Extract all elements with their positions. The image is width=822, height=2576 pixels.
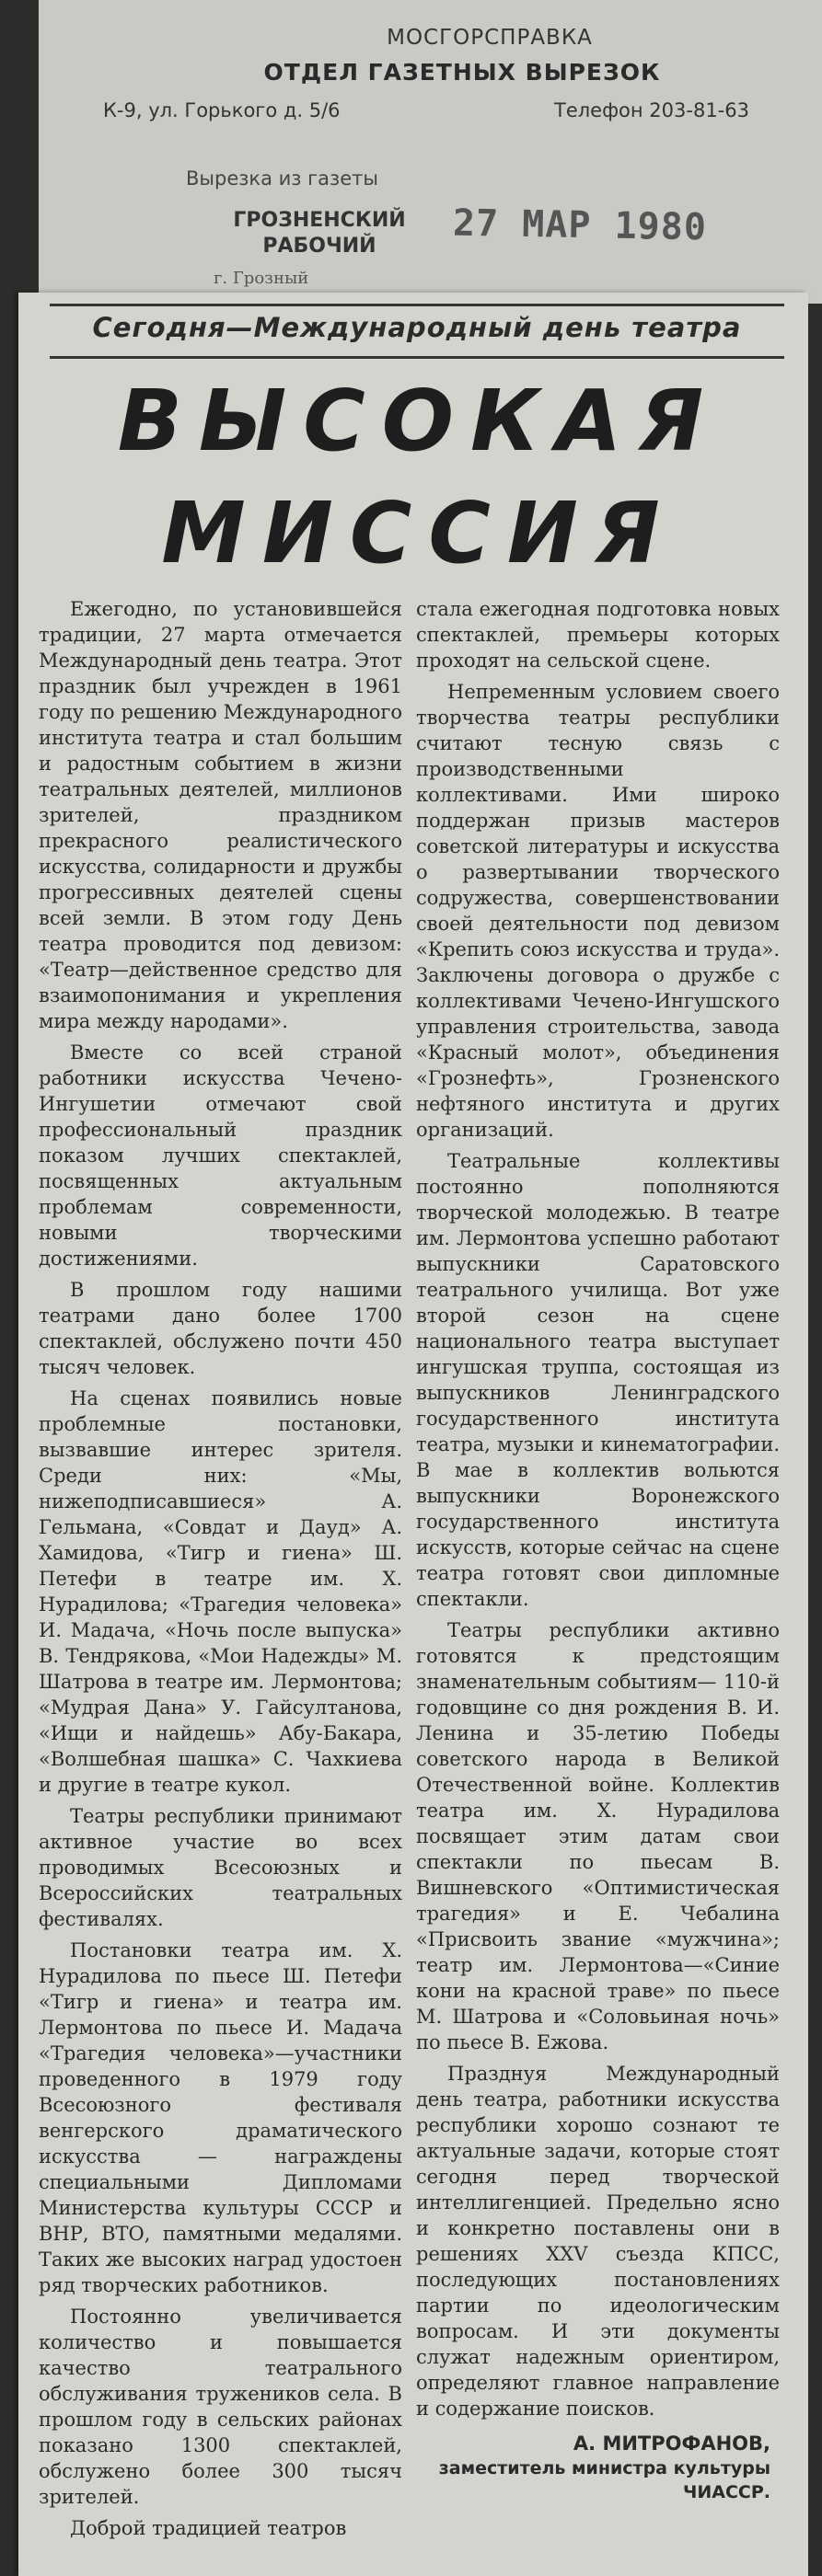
paragraph: Доброй традицией театров [70,2517,347,2539]
paragraph: Постоянно увеличивается количество и повышается качество театрального обслуживания тружеников села. В прошлом году в сельских районах показано 1300 спектаклей, обслужено более 300 тысяч зрителей. [39,2306,402,2508]
newspaper-clipping [18,293,808,2576]
article-column-right [416,596,780,2574]
kicker-text: Сегодня—Международный день театра [92,312,742,343]
service-address: К-9, ул. Горького д. 5/6 [103,99,341,121]
author-name: А. МИТРОФАНОВ, [573,2432,770,2455]
paragraph: стала ежегодная подготовка новых спектаклей, премьеры которых проходят на сельской сцене. [416,598,780,672]
paragraph: Вместе со всей страной работники искусства Чечено-Ингушетии отмечают свой профессиональный праздник показом лучших спектаклей, посвященных актуальным проблемам современности, новыми творческими достижениями. [39,1041,402,1270]
paragraph: В прошлом году нашими театрами дано более 1700 спектаклей, обслужено почти 450 тысяч человек. [39,1279,402,1378]
clipping-service-card [39,0,822,304]
paragraph: Празднуя Международный день театра, работники искусства республики хорошо сознают те актуальные задачи, которые стоят сегодня перед творческой интеллигенцией. Предельно ясно и конкретно поставлены они в решениях XXV съезда КПСС, последующих постановлениях партии по идеологическим вопросам. И эти документы служат надежным ориентиром, определяют главное направление и содержание поисков. [416,2063,780,2420]
paragraph: Ежегодно, по установившейся традиции, 27 марта отмечается Международный день театра. Этот праздник был учрежден в 1961 году по решению Международного института театра и стал большим и радостным событием в жизни театральных деятелей, миллионов зрителей, праздником прекрасного реалистического искусства, солидарности и дружбы прогрессивных деятелей сцены всей земли. В этом году День театра проводится под девизом: «Театр—действенное средство для взаимопонимания и укрепления мира между народами». [39,598,402,1032]
author-title: заместитель министра культуры ЧИАССР. [438,2458,770,2502]
author-signature [416,2431,780,2504]
article-column-left [39,596,402,2574]
paragraph: Театральные коллективы постоянно пополняются творческой молодежью. В театре им. Лермонтова успешно работают выпускники Саратовского театрального училища. Вот уже второй сезон на сцене национального театра выступает ингушская труппа, состоящая из выпускников Ленинградского государственного института театра, музыки и кинематографии. В мае в коллектив вольются выпускники Воронежского государственного института искусств, которые сейчас на сцене театра готовят свои дипломные спектакли. [416,1150,780,1610]
paragraph: Постановки театра им. Х. Нурадилова по пьесе Ш. Петефи «Тигр и гиена» и театра им. Лермонтова по пьесе И. Мадача «Трагедия человека»—участники проведенного в 1979 году Всесоюзного фестиваля венгерского драматического искусства — награждены специальными Дипломами Министерства культуры СССР и ВНР, ВТО, памятными медалями. Таких же высоких наград удостоен ряд творческих работников. [39,1939,402,2296]
cut-from-label: Вырезка из газеты [186,167,378,190]
service-phone: Телефон 203-81-63 [554,99,749,121]
service-department: ОТДЕЛ ГАЗЕТНЫХ ВЫРЕЗОК [263,59,661,86]
kicker-band [50,304,784,359]
newspaper-city: г. Грозный [214,269,309,288]
paragraph: Непременным условием своего творчества театры республики считают тесную связь с производственными коллективами. Ими широко поддержан призыв мастеров советской литературы и искусства о развертывании творческого содружества, совершенствовании своей деятельности под девизом «Крепить союз искусства и труда». Заключены договора о дружбе с коллективами Чечено-Ингушского управления строительства, завода «Красный молот», объединения «Грознефть», Грозненского нефтяного института и других организаций. [416,681,780,1141]
paragraph: Театры республики принимают активное участие во всех проводимых Всесоюзных и Всероссийских театральных фестивалях. [39,1805,402,1930]
paragraph: На сценах появились новые проблемные постановки, вызвавшие интерес зрителя. Среди них: «Мы, нижеподписавшиеся» А. Гельмана, «Совдат и Дауд» А. Хамидова, «Тигр и гиена» Ш. Петефи в театре им. Х. Нурадилова; «Трагедия человека» И. Мадача, «Ночь после выпуска» В. Тендрякова, «Мои Надежды» М. Шатрова в театре им. Лермонтова; «Мудрая Дана» У. Гайсултанова, «Ищи и найдешь» Абу-Бакара, «Волшебная шашка» С. Чахкиева и другие в театре кукол. [39,1387,402,1796]
headline-line-2: МИССИЯ [161,484,677,582]
service-org-name: МОСГОРСПРАВКА [387,26,593,50]
date-stamp: 27 МАР 1980 [452,201,708,249]
headline-line-1: ВЫСОКАЯ [117,372,721,470]
paragraph: Театры республики активно готовятся к предстоящим знаменательным событиям— 110-й годовщине со дня рождения В. И. Ленина и 35-летию Победы советского народа в Великой Отечественной войне. Коллектив театра им. Х. Нурадилова посвящает этим датам свои спектакли по пьесам В. Вишневского «Оптимистическая трагедия» и Е. Чебалина «Присвоить звание «мужчина»; театр им. Лермонтова—«Синие кони на красной траве» по пьесе М. Шатрова и «Соловьиная ночь» по пьесе В. Ежова. [416,1619,780,2053]
newspaper-name: ГРОЗНЕНСКИЙ РАБОЧИЙ [233,209,406,258]
